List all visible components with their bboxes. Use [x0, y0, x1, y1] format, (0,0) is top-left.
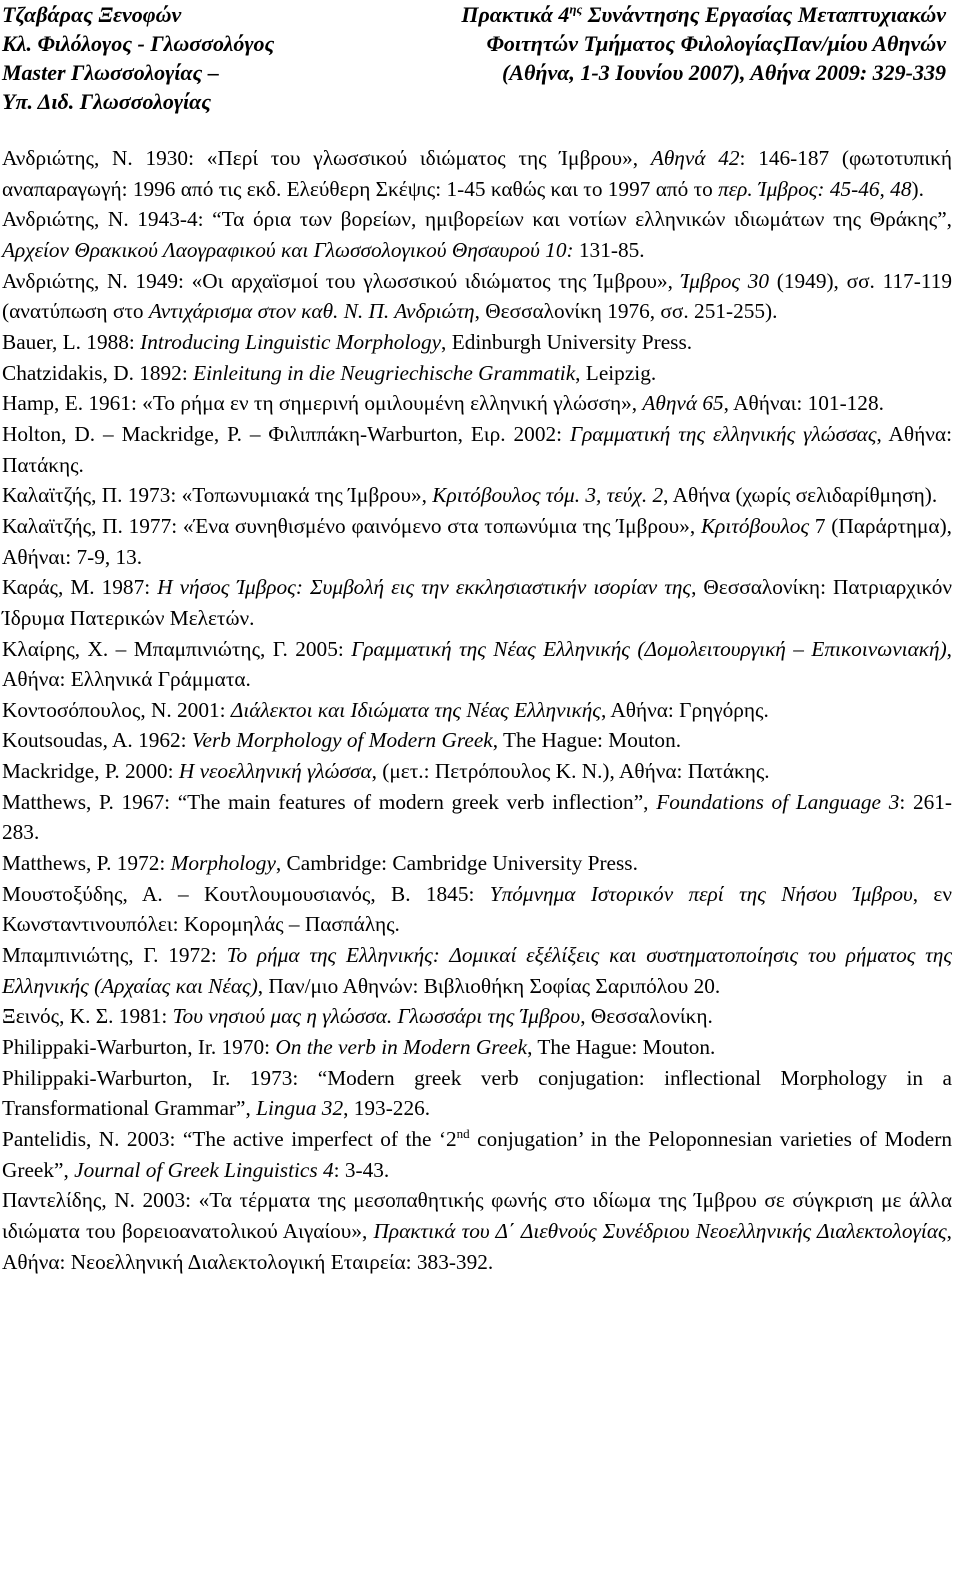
- reference-entry: [2, 725, 952, 756]
- reference-entry: [2, 1032, 952, 1063]
- reference-text: Hamp, E. 1961: «Το ρήμα εν τη σημερινή ομιλουμένη ελληνική γλώσση»,: [2, 391, 643, 416]
- reference-italic-text: Ίμβρος 30: [680, 268, 770, 293]
- reference-italic-text: Journal of Greek Linguistics 4: [74, 1157, 334, 1182]
- reference-text: Philippaki-Warburton, Ir. 1970:: [2, 1035, 276, 1060]
- reference-text: , Αθήνα (χωρίς σελιδαρίθμηση).: [663, 483, 938, 508]
- reference-text: (1949), σσ. 117-119 (ανατύπωση στο: [2, 268, 952, 324]
- reference-entry: [2, 327, 952, 358]
- reference-entry: [2, 879, 952, 940]
- reference-list: [2, 143, 952, 1277]
- reference-entry: [2, 511, 952, 572]
- reference-text: Pantelidis, N. 2003: “The active imperfect of the ‘2: [2, 1127, 457, 1151]
- reference-text: 131-85.: [573, 237, 645, 262]
- reference-text: , Αθήνα: Νεοελληνική Διαλεκτολογική Εταιρεία: 383-392.: [2, 1218, 952, 1274]
- reference-text: Mackridge, P. 2000:: [2, 759, 179, 784]
- reference-italic-text: περ. Ίμβρος: 45-46, 48: [718, 176, 912, 201]
- reference-text: , (μετ.: Πετρόπουλος Κ. Ν.), Αθήνα: Πατάκης.: [371, 759, 770, 784]
- reference-entry: [2, 358, 952, 389]
- reference-text: , Παν/μιο Αθηνών: Βιβλιοθήκη Σοφίας Σαριπόλου 20.: [257, 973, 721, 998]
- reference-text: , Αθήναι: 101-128.: [723, 391, 884, 416]
- reference-text: , The Hague: Mouton.: [492, 728, 682, 753]
- reference-entry: [2, 695, 952, 726]
- reference-italic-text: Πρακτικά του Δ΄ Διεθνούς Συνέδριου Νεοελληνικής Διαλεκτολογίας: [373, 1218, 947, 1243]
- reference-italic-text: Morphology: [170, 851, 276, 876]
- reference-entry: [2, 480, 952, 511]
- reference-text: Κλαίρης, Χ. – Μπαμπινιώτης, Γ. 2005:: [2, 636, 352, 661]
- reference-text: ).: [911, 176, 924, 201]
- reference-text: , Αθήνα: Πατάκης.: [2, 421, 952, 477]
- reference-text: Μουστοξύδης, Α. – Κουτλουμουσιανός, Β. 1845:: [2, 881, 490, 906]
- proceedings-details: (Αθήνα, 1-3 Ιουνίου 2007), Αθήνα 2009: 329-339: [501, 60, 946, 85]
- reference-italic-text: Einleitung in die Neugriechische Grammatik: [193, 360, 576, 385]
- reference-entry: [2, 419, 952, 480]
- reference-entry: [2, 1063, 952, 1124]
- reference-italic-text: Lingua 32: [256, 1096, 344, 1121]
- reference-text: Μπαμπινιώτης, Γ. 1972:: [2, 943, 227, 968]
- proceedings-title-sup: ης: [569, 1, 583, 17]
- reference-text: Matthews, P. 1972:: [2, 851, 171, 876]
- reference-text: , Cambridge: Cambridge University Press.: [275, 851, 638, 876]
- reference-italic-text: Διάλεκτοι και Ιδιώματα της Νέας Ελληνικής: [230, 697, 601, 722]
- page-header: [0, 0, 960, 120]
- reference-italic-text: Του νησιού μας η γλώσσα. Γλωσσάρι της Ίμβρου: [172, 1004, 581, 1029]
- reference-superscript: nd: [456, 1125, 470, 1141]
- reference-text: : 3-43.: [333, 1157, 390, 1182]
- reference-entry: [2, 266, 952, 327]
- reference-text: conjugation’ in the Peloponnesian varieties of Modern Greek”,: [2, 1127, 952, 1182]
- reference-text: Καράς, Μ. 1987:: [2, 575, 158, 600]
- reference-text: , Θεσσαλονίκη.: [580, 1004, 713, 1029]
- reference-text: , εν Κωνσταντινουπόλει: Κορομηλάς – Πασπάλης.: [2, 881, 952, 937]
- reference-italic-text: Γραμματική της ελληνικής γλώσσας: [569, 421, 877, 446]
- reference-entry: [2, 572, 952, 633]
- reference-italic-text: Introducing Linguistic Morphology: [140, 329, 442, 354]
- reference-text: Bauer, L. 1988:: [2, 329, 141, 354]
- reference-entry: [2, 787, 952, 848]
- author-status: Υπ. Διδ. Γλωσσολογίας: [2, 89, 212, 114]
- reference-text: : 146-187 (φωτοτυπική αναπαραγωγή: 1996 από τις εκδ. Ελεύθερη Σκέψις: 1-45 καθώς και το 1997 από το: [2, 146, 952, 201]
- reference-text: , 193-226.: [343, 1096, 431, 1121]
- reference-text: Κοντοσόπουλος, Ν. 2001:: [2, 697, 231, 722]
- reference-entry: [2, 848, 952, 879]
- author-role: Κλ. Φιλόλογος - Γλωσσολόγος: [2, 31, 275, 56]
- reference-text: , Edinburgh University Press.: [441, 329, 693, 354]
- reference-entry: [2, 1124, 952, 1185]
- reference-text: , Θεσσαλονίκη 1976, σσ. 251-255).: [474, 299, 778, 324]
- reference-italic-text: Το ρήμα της Ελληνικής: Δομικαί εξέλίξεις και συστηματοποίησις του ρήματος της Ελληνικής (Αρχαίας και Νέας): [2, 943, 953, 998]
- reference-italic-text: Γραμματική της Νέας Ελληνικής (Δομολειτουργική – Επικοινωνιακή): [351, 636, 947, 661]
- proceedings-title-pre: Πρακτικά 4: [461, 2, 570, 27]
- reference-text: : 261-283.: [2, 789, 953, 845]
- reference-entry: [2, 940, 952, 1001]
- proceedings-title: [461, 0, 946, 29]
- reference-italic-text: Αντιχάρισμα στον καθ. Ν. Π. Ανδριώτη: [148, 299, 475, 324]
- reference-entry: [2, 1001, 952, 1032]
- reference-italic-text: Η νήσος Ίμβρος: Συμβολή εις την εκκλησιαστικήν ισορίαν της: [157, 575, 692, 600]
- reference-text: Ανδριώτης, Ν. 1943-4: “Τα όρια των βορείων, ημιβορείων και νοτίων ελληνικών ιδιωμάτων της Θράκης”,: [2, 207, 952, 232]
- reference-italic-text: Αρχείον Θρακικού Λαογραφικού και Γλωσσολογικού Θησαυρού 10:: [2, 237, 574, 262]
- reference-italic-text: Η νεοελληνική γλώσσα: [178, 759, 372, 784]
- reference-text: , Leipzig.: [575, 360, 657, 385]
- reference-text: , Αθήνα: Γρηγόρης.: [600, 697, 769, 722]
- reference-text: Ανδριώτης, Ν. 1949: «Οι αρχαϊσμοί του γλωσσικού ιδιώματος της Ίμβρου»,: [2, 268, 681, 293]
- reference-text: Philippaki-Warburton, Ir. 1973: “Modern greek verb conjugation: inflectional Morphology in a Transformational Grammar”,: [2, 1065, 952, 1121]
- reference-entry: [2, 756, 952, 787]
- reference-text: Ανδριώτης, Ν. 1930: «Περί του γλωσσικού ιδιώματος της Ίμβρου»,: [2, 146, 651, 170]
- reference-italic-text: Κριτόβουλος τόμ. 3, τεύχ. 2: [432, 483, 664, 508]
- reference-text: , The Hague: Mouton.: [527, 1035, 716, 1060]
- reference-entry: [2, 1185, 952, 1277]
- reference-text: , Θεσσαλονίκη: Πατριαρχικόν Ίδρυμα Πατερικών Μελετών.: [2, 575, 952, 630]
- author-name: Τζαβάρας Ξενοφών: [2, 2, 182, 27]
- reference-text: Chatzidakis, D. 1892:: [2, 360, 194, 385]
- author-degree: Master Γλωσσολογίας –: [2, 60, 219, 85]
- proceedings-institution: Φοιτητών Τμήματος ΦιλολογίαςΠαν/μίου Αθηνών: [486, 31, 946, 56]
- reference-italic-text: Αθηνά 42: [650, 146, 740, 170]
- reference-italic-text: Υπόμνημα Ιστορικόν περί της Νήσου Ίμβρου: [489, 881, 913, 906]
- reference-italic-text: On the verb in Modern Greek: [275, 1035, 528, 1060]
- reference-italic-text: Foundations of Language 3: [656, 789, 900, 814]
- reference-italic-text: Κριτόβουλος: [700, 513, 810, 538]
- reference-text: Καλαϊτζής, Π. 1977: «Ένα συνηθισμένο φαινόμενο στα τοπωνύμια της Ίμβρου»,: [2, 513, 701, 538]
- reference-entry: [2, 204, 952, 265]
- reference-text: Koutsoudas, A. 1962:: [2, 728, 192, 753]
- reference-entry: [2, 634, 952, 695]
- reference-italic-text: Αθηνά 65: [642, 391, 724, 416]
- reference-entry: [2, 388, 952, 419]
- reference-text: Παντελίδης, Ν. 2003: «Τα τέρματα της μεσοπαθητικής φωνής στο ιδίωμα της Ίμβρου σε σύγκριση με άλλα ιδιώματα του βορειοανατολικού Αιγαίου»,: [2, 1188, 952, 1243]
- reference-text: , Αθήνα: Ελληνικά Γράμματα.: [2, 636, 952, 692]
- reference-text: 7 (Παράρτημα), Αθήναι: 7-9, 13.: [2, 513, 953, 569]
- reference-text: Ξεινός, Κ. Σ. 1981:: [2, 1004, 173, 1029]
- reference-entry: [2, 143, 952, 204]
- reference-italic-text: Verb Morphology of Modern Greek: [191, 728, 493, 753]
- proceedings-title-post: Συνάντησης Εργασίας Μεταπτυχιακών: [582, 2, 946, 27]
- reference-text: Holton, D. – Mackridge, P. – Φιλιππάκη-Warburton, Ειρ. 2002:: [2, 421, 570, 446]
- reference-text: Καλαϊτζής, Π. 1973: «Τοπωνυμιακά της Ίμβρου»,: [2, 483, 433, 508]
- reference-text: Matthews, P. 1967: “The main features of modern greek verb inflection”,: [2, 789, 657, 814]
